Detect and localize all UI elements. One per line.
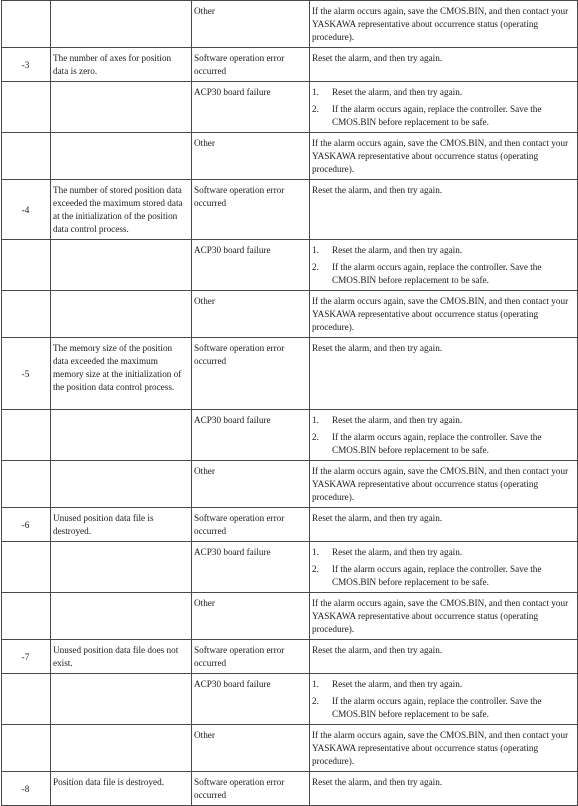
meaning-cell — [51, 461, 192, 508]
meaning-text: Unused position data file does not exist. — [53, 645, 179, 668]
cause-text: Software operation error occurred — [194, 185, 285, 208]
remedy-text: Reset the alarm, and then try again. — [312, 645, 443, 655]
remedy-cell — [310, 725, 578, 772]
meaning-cell — [51, 48, 192, 82]
subcode-cell — [2, 542, 51, 593]
table-row — [2, 48, 578, 82]
meaning-text: The number of stored position data exceeded the maximum stored data at the initialization of the position data control process. — [53, 185, 183, 234]
step-number: 2. — [312, 696, 319, 706]
step-number: 1. — [312, 679, 319, 689]
cause-cell — [192, 725, 310, 772]
step-text: Reset the alarm, and then try again. — [332, 679, 463, 689]
remedy-text: If the alarm occurs again, save the CMOS.BIN, and then contact your YASKAWA representative about occurrence status (operating procedure). — [312, 466, 569, 502]
table-row — [2, 291, 578, 338]
remedy-cell — [310, 240, 578, 291]
subcode-cell — [2, 240, 51, 291]
remedy-text: If the alarm occurs again, save the CMOS.BIN, and then contact your YASKAWA representative about occurrence status (operating procedure). — [312, 730, 569, 766]
step-text: If the alarm occurs again, replace the controller. Save the CMOS.BIN before replacement to be safe. — [332, 432, 542, 455]
cause-text: Software operation error occurred — [194, 53, 285, 76]
remedy-text: Reset the alarm, and then try again. — [312, 53, 443, 63]
remedy-steps — [312, 86, 574, 129]
remedy-cell — [310, 338, 578, 410]
remedy-text: Reset the alarm, and then try again. — [312, 185, 443, 195]
step-number: 1. — [312, 87, 319, 97]
cause-text: ACP30 board failure — [194, 679, 271, 689]
remedy-text: Reset the alarm, and then try again. — [312, 777, 443, 787]
cause-text: Other — [194, 6, 215, 16]
cause-cell — [192, 772, 310, 806]
subcode-cell — [2, 674, 51, 725]
step-number: 1. — [312, 547, 319, 557]
table-row — [2, 82, 578, 133]
remedy-text: If the alarm occurs again, save the CMOS.BIN, and then contact your YASKAWA representative about occurrence status (operating procedure). — [312, 6, 569, 42]
remedy-steps — [312, 244, 574, 287]
meaning-cell — [51, 508, 192, 542]
subcode-cell — [2, 725, 51, 772]
meaning-text: Unused position data file is destroyed. — [53, 513, 154, 536]
step-text: Reset the alarm, and then try again. — [332, 245, 463, 255]
remedy-step — [312, 244, 574, 257]
cause-cell — [192, 82, 310, 133]
meaning-cell — [51, 725, 192, 772]
remedy-step — [312, 678, 574, 691]
meaning-cell — [51, 674, 192, 725]
cause-text: Software operation error occurred — [194, 777, 285, 800]
remedy-steps — [312, 546, 574, 589]
table-row — [2, 240, 578, 291]
step-text: If the alarm occurs again, replace the controller. Save the CMOS.BIN before replacement to be safe. — [332, 262, 542, 285]
table-row — [2, 772, 578, 806]
subcode-value: -5 — [21, 368, 30, 379]
subcode-cell — [2, 82, 51, 133]
cause-text: Other — [194, 466, 215, 476]
remedy-cell — [310, 772, 578, 806]
meaning-cell — [51, 180, 192, 240]
step-text: Reset the alarm, and then try again. — [332, 415, 463, 425]
remedy-cell — [310, 674, 578, 725]
table-row — [2, 180, 578, 240]
remedy-cell — [310, 133, 578, 180]
subcode-cell — [2, 410, 51, 461]
meaning-text: The memory size of the position data exceeded the maximum memory size at the initialization of the position data control process. — [53, 343, 182, 392]
cause-text: Other — [194, 598, 215, 608]
remedy-text: Reset the alarm, and then try again. — [312, 513, 443, 523]
meaning-cell — [51, 133, 192, 180]
step-text: If the alarm occurs again, replace the controller. Save the CMOS.BIN before replacement to be safe. — [332, 104, 542, 127]
remedy-text: Reset the alarm, and then try again. — [312, 343, 443, 353]
cause-cell — [192, 674, 310, 725]
cause-cell — [192, 461, 310, 508]
cause-text: Other — [194, 296, 215, 306]
subcode-cell — [2, 48, 51, 82]
cause-cell — [192, 508, 310, 542]
remedy-cell — [310, 461, 578, 508]
subcode-cell — [2, 640, 51, 674]
cause-cell — [192, 410, 310, 461]
meaning-cell — [51, 772, 192, 806]
remedy-cell — [310, 1, 578, 48]
remedy-cell — [310, 508, 578, 542]
cause-cell — [192, 48, 310, 82]
remedy-cell — [310, 593, 578, 640]
subcode-cell — [2, 291, 51, 338]
cause-cell — [192, 338, 310, 410]
subcode-cell — [2, 772, 51, 806]
step-number: 2. — [312, 104, 319, 114]
step-text: If the alarm occurs again, replace the controller. Save the CMOS.BIN before replacement to be safe. — [332, 696, 542, 719]
meaning-cell — [51, 593, 192, 640]
subcode-cell — [2, 1, 51, 48]
subcode-cell — [2, 461, 51, 508]
remedy-step — [312, 431, 574, 457]
cause-cell — [192, 180, 310, 240]
subcode-cell — [2, 338, 51, 410]
cause-text: Software operation error occurred — [194, 343, 285, 366]
cause-text: ACP30 board failure — [194, 87, 271, 97]
cause-text: Other — [194, 138, 215, 148]
remedy-steps — [312, 414, 574, 457]
remedy-text: If the alarm occurs again, save the CMOS.BIN, and then contact your YASKAWA representative about occurrence status (operating procedure). — [312, 296, 569, 332]
cause-cell — [192, 542, 310, 593]
cause-cell — [192, 640, 310, 674]
meaning-cell — [51, 542, 192, 593]
table-row — [2, 1, 578, 48]
step-number: 1. — [312, 245, 319, 255]
remedy-cell — [310, 82, 578, 133]
cause-text: ACP30 board failure — [194, 415, 271, 425]
subcode-cell — [2, 180, 51, 240]
remedy-step — [312, 414, 574, 427]
alarm-table-body — [2, 1, 578, 806]
cause-cell — [192, 133, 310, 180]
meaning-cell — [51, 82, 192, 133]
meaning-text: The number of axes for position data is zero. — [53, 53, 172, 76]
remedy-cell — [310, 48, 578, 82]
meaning-cell — [51, 410, 192, 461]
table-row — [2, 725, 578, 772]
step-number: 1. — [312, 415, 319, 425]
remedy-cell — [310, 640, 578, 674]
alarm-table — [1, 0, 578, 806]
remedy-step — [312, 695, 574, 721]
cause-text: Software operation error occurred — [194, 645, 285, 668]
remedy-cell — [310, 180, 578, 240]
table-row — [2, 338, 578, 410]
remedy-step — [312, 103, 574, 129]
step-number: 2. — [312, 432, 319, 442]
step-number: 2. — [312, 564, 319, 574]
meaning-text: Position data file is destroyed. — [53, 777, 164, 787]
table-row — [2, 461, 578, 508]
remedy-text: If the alarm occurs again, save the CMOS.BIN, and then contact your YASKAWA representative about occurrence status (operating procedure). — [312, 598, 569, 634]
step-text: Reset the alarm, and then try again. — [332, 87, 463, 97]
cause-cell — [192, 291, 310, 338]
cause-cell — [192, 593, 310, 640]
remedy-step — [312, 86, 574, 99]
meaning-cell — [51, 291, 192, 338]
step-text: Reset the alarm, and then try again. — [332, 547, 463, 557]
meaning-cell — [51, 640, 192, 674]
subcode-cell — [2, 593, 51, 640]
cause-text: Software operation error occurred — [194, 513, 285, 536]
table-row — [2, 133, 578, 180]
subcode-value: -4 — [21, 204, 30, 215]
remedy-cell — [310, 542, 578, 593]
table-row — [2, 508, 578, 542]
table-row — [2, 593, 578, 640]
cause-text: ACP30 board failure — [194, 547, 271, 557]
remedy-step — [312, 546, 574, 559]
remedy-cell — [310, 410, 578, 461]
meaning-cell — [51, 240, 192, 291]
remedy-text: If the alarm occurs again, save the CMOS.BIN, and then contact your YASKAWA representative about occurrence status (operating procedure). — [312, 138, 569, 174]
cause-text: ACP30 board failure — [194, 245, 271, 255]
table-row — [2, 410, 578, 461]
subcode-value: -6 — [21, 519, 30, 530]
cause-text: Other — [194, 730, 215, 740]
subcode-cell — [2, 508, 51, 542]
subcode-value: -3 — [21, 59, 30, 70]
cause-cell — [192, 1, 310, 48]
table-row — [2, 640, 578, 674]
table-row — [2, 542, 578, 593]
meaning-cell — [51, 1, 192, 48]
remedy-steps — [312, 678, 574, 721]
cause-cell — [192, 240, 310, 291]
remedy-step — [312, 563, 574, 589]
subcode-value: -7 — [21, 651, 30, 662]
step-number: 2. — [312, 262, 319, 272]
table-row — [2, 674, 578, 725]
remedy-cell — [310, 291, 578, 338]
meaning-cell — [51, 338, 192, 410]
remedy-step — [312, 261, 574, 287]
step-text: If the alarm occurs again, replace the controller. Save the CMOS.BIN before replacement to be safe. — [332, 564, 542, 587]
subcode-cell — [2, 133, 51, 180]
subcode-value: -8 — [21, 783, 30, 794]
